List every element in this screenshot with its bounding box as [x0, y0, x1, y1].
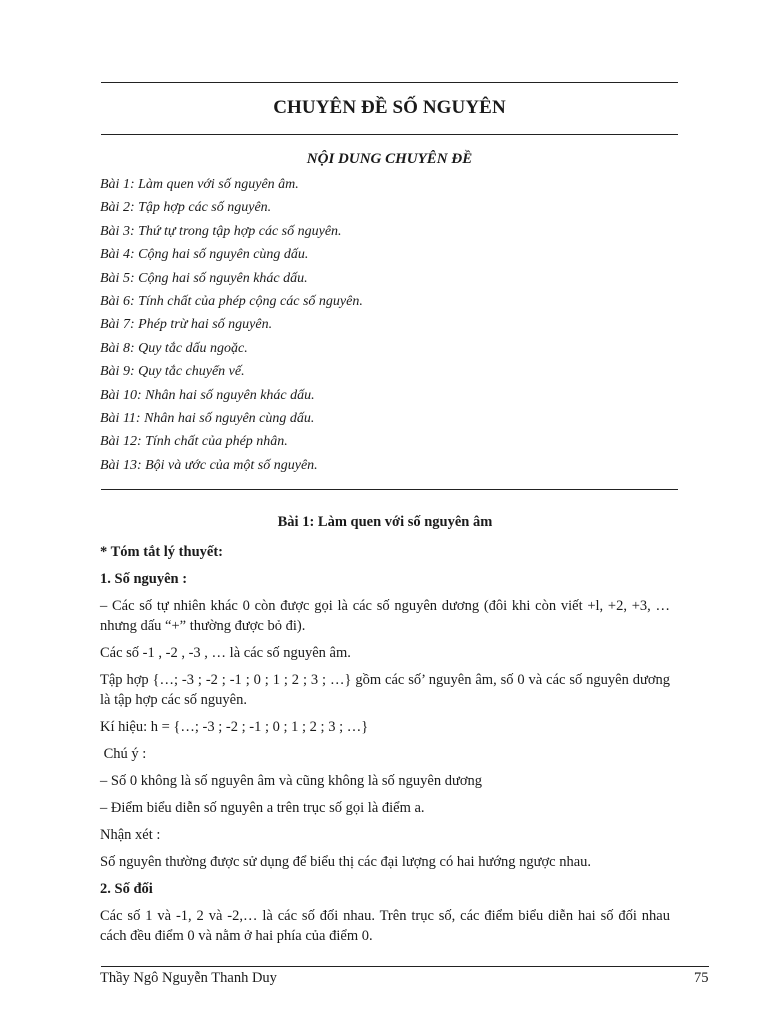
- toc-heading: NỘI DUNG CHUYÊN ĐỀ: [306, 151, 473, 167]
- paragraph: – Số 0 không là số nguyên âm và cũng không là số nguyên dương: [100, 773, 483, 789]
- theory-heading: * Tóm tắt lý thuyết:: [100, 544, 223, 560]
- paragraph: Các số -1 , -2 , -3 , … là các số nguyên âm.: [100, 645, 351, 661]
- lesson-title: Bài 1: Làm quen với số nguyên âm: [277, 514, 493, 530]
- footer-rule: [101, 966, 709, 967]
- toc-bottom-rule: [101, 489, 678, 490]
- paragraph: Kí hiệu: h = {…; -3 ; -2 ; -1 ; 0 ; 1 ; 2 ; 3 ; …}: [100, 719, 369, 735]
- paragraph: Tập hợp {…; -3 ; -2 ; -1 ; 0 ; 1 ; 2 ; 3 ; …} gồm các số’ nguyên âm, số 0 và các số nguyên dương là tập hợp các số nguyên.: [100, 672, 670, 708]
- paragraph: Số nguyên thường được sử dụng để biểu thị các đại lượng có hai hướng ngược nhau.: [100, 854, 592, 870]
- toc-item: Bài 10: Nhân hai số nguyên khác dấu.: [100, 387, 315, 403]
- page-number: 75: [694, 970, 709, 986]
- toc-item: Bài 1: Làm quen với số nguyên âm.: [100, 177, 299, 192]
- toc-item: Bài 2: Tập hợp các số nguyên.: [100, 200, 272, 216]
- toc-item: Bài 9: Quy tắc chuyển vế.: [100, 364, 245, 380]
- section-heading: 2. Số đối: [100, 881, 153, 897]
- toc-item: Bài 7: Phép trừ hai số nguyên.: [100, 317, 273, 333]
- footer-author: Thầy Ngô Nguyễn Thanh Duy: [100, 970, 277, 986]
- toc-item: Bài 6: Tính chất của phép cộng các số nguyên.: [100, 293, 363, 309]
- toc-item: Bài 13: Bội và ước của một số nguyên.: [100, 457, 318, 473]
- document-title: CHUYÊN ĐỀ SỐ NGUYÊN: [273, 97, 506, 118]
- lesson-content: [100, 512, 670, 953]
- toc-list: [100, 176, 363, 480]
- top-rule: [101, 82, 678, 83]
- section-heading: 1. Số nguyên :: [100, 571, 188, 587]
- toc-item: Bài 8: Quy tắc dấu ngoặc.: [100, 340, 248, 356]
- toc-item: Bài 11: Nhân hai số nguyên cùng dấu.: [100, 410, 315, 426]
- toc-item: Bài 12: Tính chất của phép nhân.: [100, 434, 288, 450]
- toc-item: Bài 3: Thứ tự trong tập hợp các số nguyên.: [100, 223, 342, 239]
- paragraph: Chú ý :: [100, 746, 147, 762]
- paragraph: – Các số tự nhiên khác 0 còn được gọi là các số nguyên dương (đôi khi còn viết +l, +2, +3, … nhưng dấu “+” thường được bỏ đi).: [100, 598, 670, 634]
- title-bottom-rule: [101, 134, 678, 135]
- paragraph: – Điểm biểu diễn số nguyên a trên trục số gọi là điểm a.: [100, 800, 425, 816]
- toc-item: Bài 5: Cộng hai số nguyên khác dấu.: [100, 270, 308, 286]
- toc-item: Bài 4: Cộng hai số nguyên cùng dấu.: [100, 247, 309, 263]
- paragraph: Nhận xét :: [100, 827, 161, 843]
- paragraph: Các số 1 và -1, 2 và -2,… là các số đối nhau. Trên trục số, các điểm biểu diễn hai số đối nhau cách đều điểm 0 và nằm ở hai phía của điểm 0.: [100, 908, 670, 944]
